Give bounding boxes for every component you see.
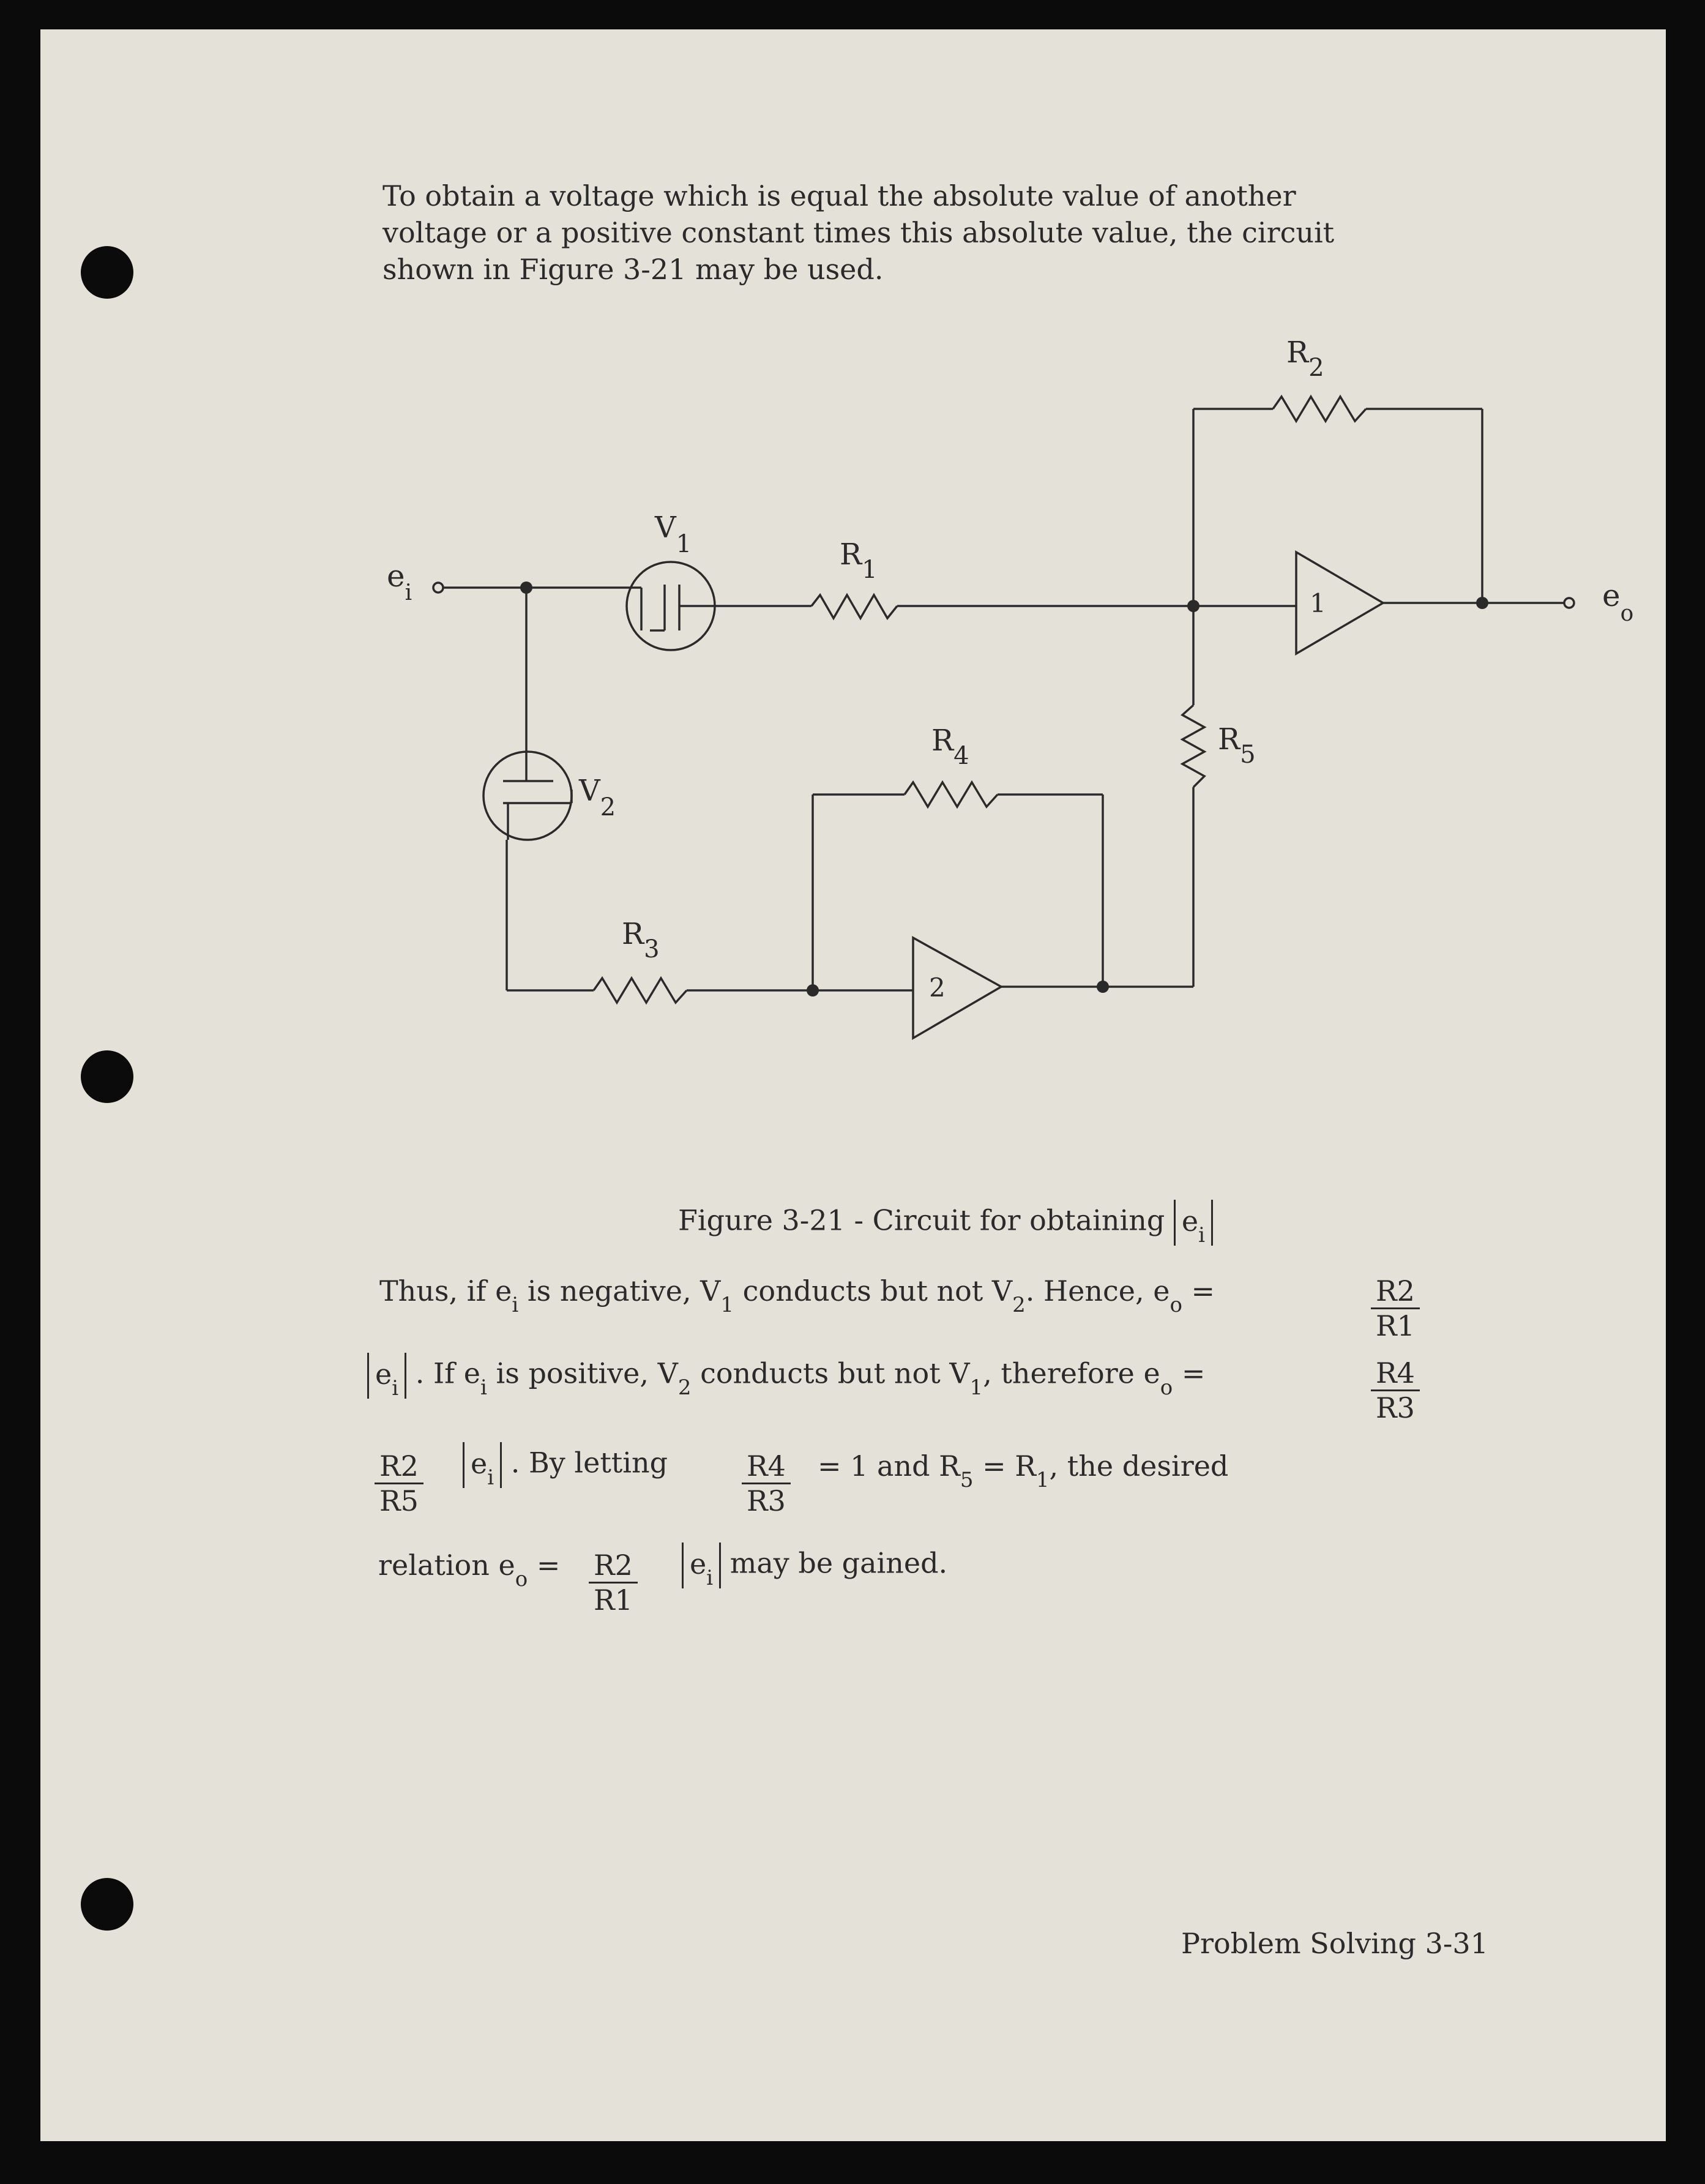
junction-output-1: [1476, 597, 1488, 609]
abs-ei-1: $e_i$: [367, 1353, 406, 1399]
intro-line-2: voltage or a positive constant times this absolute value, the circuit: [382, 216, 1335, 249]
fraction-r2-over-r5: $\frac{R2}{R5}$: [375, 1449, 423, 1517]
resistor-r1: [811, 595, 897, 618]
caption-abs-ei: $e_i$: [1174, 1200, 1213, 1246]
fraction-r4-over-r3-a: $\frac{R4}{R3}$: [1371, 1356, 1420, 1424]
label-eo: $e_o$: [1602, 578, 1634, 626]
output-terminal: [1564, 598, 1574, 608]
fraction-r2-over-r1-b: $\frac{R2}{R1}$: [589, 1549, 638, 1617]
junction-output-2: [1097, 981, 1109, 993]
label-v2: $V_2$: [579, 774, 616, 821]
input-terminal: [433, 583, 443, 593]
intro-line-3: shown in Figure 3-21 may be used.: [382, 253, 884, 286]
junction-input: [520, 582, 532, 594]
body-line-3b: = 1 and $R_5 = R_1$, the desired: [818, 1449, 1229, 1492]
resistor-r3: [594, 978, 687, 1003]
figure-caption: [678, 1200, 1213, 1246]
junction-summing-1: [1187, 600, 1199, 612]
label-ei: $e_i$: [387, 558, 412, 605]
fraction-r2-over-r1-a: $\frac{R2}{R1}$: [1371, 1274, 1420, 1342]
junction-summing-2: [807, 984, 819, 997]
amplifier-2: [913, 938, 1001, 1038]
intro-line-1: To obtain a voltage which is equal the absolute value of another: [382, 179, 1296, 212]
body-line-4a: relation $e_o$ =: [378, 1549, 561, 1591]
resistor-r4: [905, 782, 998, 807]
label-r2: $R_2$: [1286, 335, 1324, 382]
abs-ei-2: $e_i$: [463, 1442, 502, 1488]
label-r5: $R_5$: [1218, 722, 1256, 769]
label-v1: $V_1$: [655, 510, 692, 558]
abs-ei-3: $e_i$: [682, 1543, 721, 1588]
caption-text: Figure 3-21 - Circuit for obtaining: [678, 1203, 1165, 1237]
body-line-3a: $e_i$ . By letting: [463, 1442, 668, 1488]
fraction-r4-over-r3-b: $\frac{R4}{R3}$: [742, 1449, 791, 1517]
amplifier-2-label: 2: [929, 973, 946, 1003]
v1-tube: [625, 562, 715, 650]
v2-tube: [483, 752, 572, 840]
resistor-r5: [1182, 705, 1204, 787]
label-r3: $R_3$: [622, 917, 660, 963]
amplifier-1-label: 1: [1310, 588, 1326, 618]
body-line-1: Thus, if $e_i$ is negative, $V_1$ conducts but not $V_2$. Hence, $e_o$ =: [379, 1274, 1215, 1317]
resistor-r2: [1273, 397, 1366, 421]
label-r1: $R_1$: [840, 537, 878, 584]
label-r4: $R_4$: [931, 724, 969, 770]
page-footer: Problem Solving 3-31: [1181, 1927, 1488, 1960]
body-line-4b: $e_i$ may be gained.: [682, 1543, 947, 1588]
body-line-2: $e_i$ . If $e_i$ is positive, $V_2$ conducts but not $V_1$, therefore $e_o$ =: [367, 1353, 1205, 1399]
